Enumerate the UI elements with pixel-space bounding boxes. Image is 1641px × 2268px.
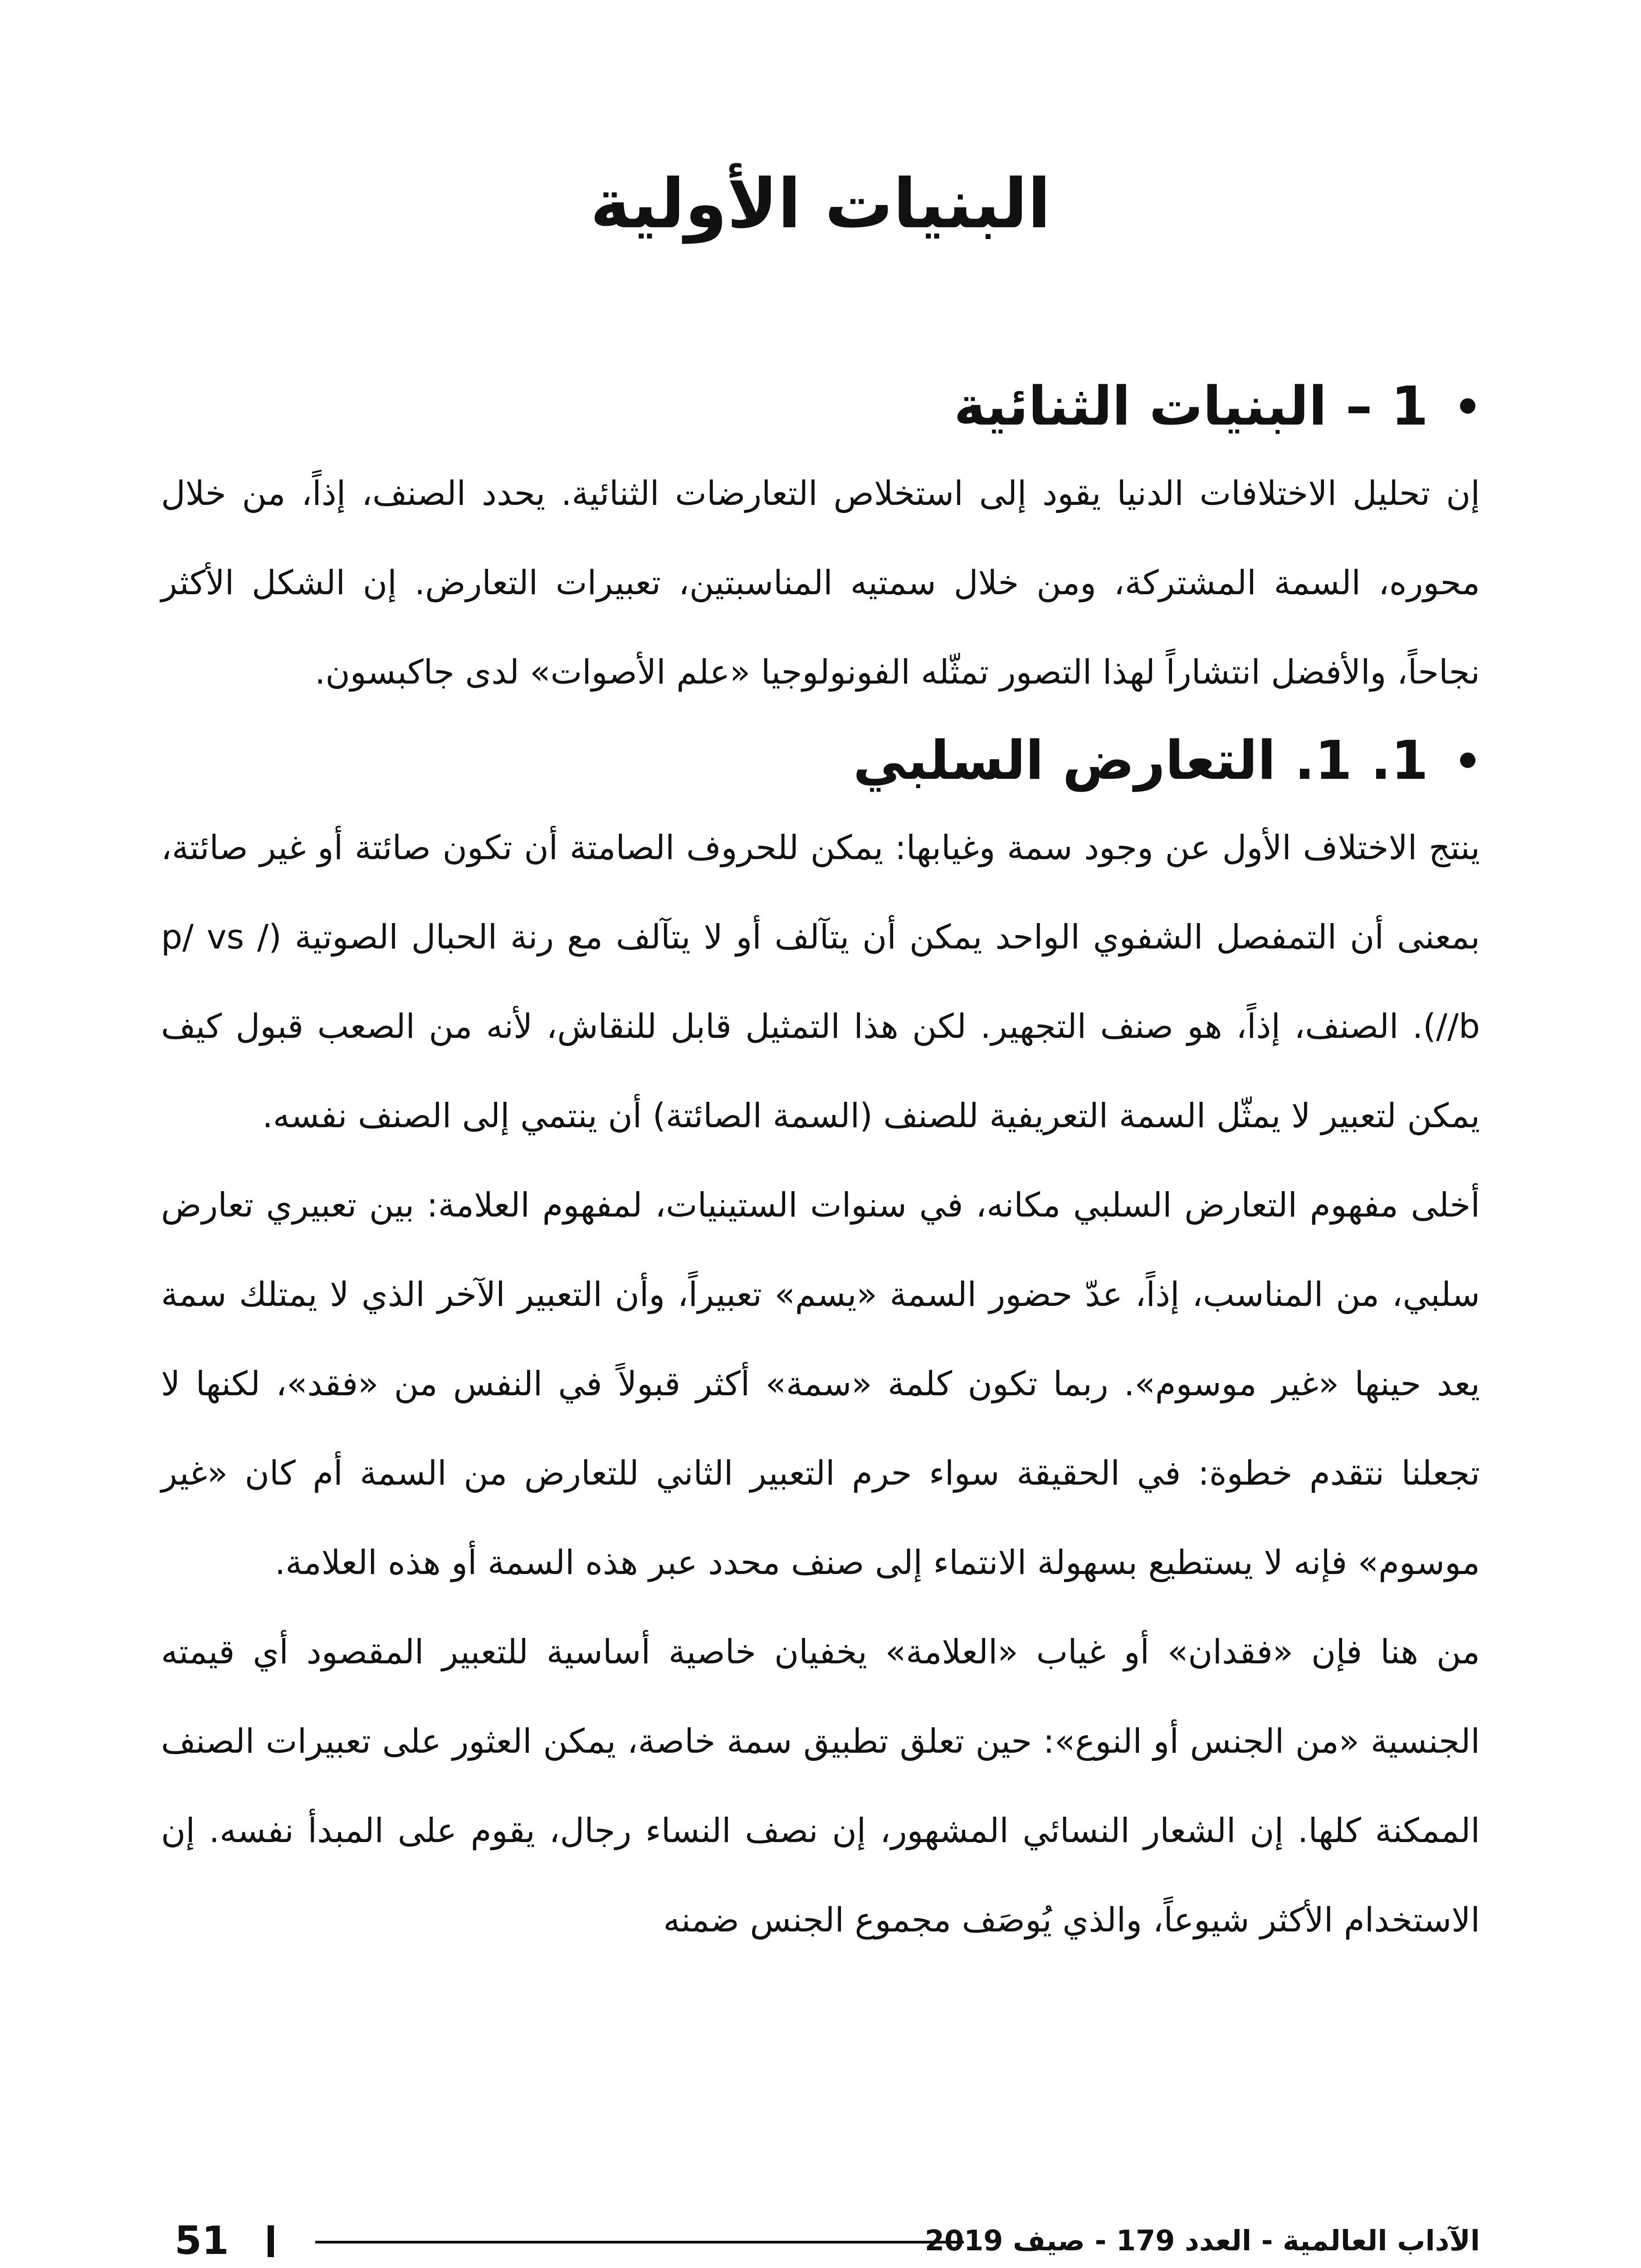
section-heading-1-1-text: 1. 1. التعارض السلبي bbox=[853, 729, 1428, 792]
paragraph: أخلى مفهوم التعارض السلبي مكانه، في سنوات الستينيات، لمفهوم العلامة: بين تعبيري تعارض سلبي، من المناسب، إذاً، عدّ حضور السمة «يسم» تعبيراً، وأن التعبير الآخر الذي لا يمتلك سمة يعد حينها «غير موسوم». ربما تكون كلمة «سمة» أكثر قبولاً في النفس من «فقد»، لكنها لا تجعلنا نتقدم خطوة: في الحقيقة سواء حرم التعبير الثاني للتعارض من السمة أم كان «غير موسوم» فإنه لا يستطيع بسهولة الانتماء إلى صنف محدد عبر هذه السمة أو هذه العلامة. bbox=[161, 1186, 1480, 1582]
section-heading-1-1 bbox=[161, 717, 1480, 803]
article-body bbox=[161, 363, 1480, 1965]
page-number: 51 bbox=[175, 2218, 229, 2263]
bullet-icon bbox=[1460, 753, 1475, 768]
section-heading-1 bbox=[161, 363, 1480, 449]
journal-info: الآداب العالمية - العدد 179 - صيف 2019 bbox=[924, 2224, 1480, 2257]
page-footer bbox=[161, 2214, 1480, 2268]
paragraph: إن تحليل الاختلافات الدنيا يقود إلى استخلاص التعارضات الثنائية. يحدد الصنف، إذاً، من خلال محوره، السمة المشتركة، ومن خلال سمتيه المناسبتين، تعبيرات التعارض. إن الشكل الأكثر نجاحاً، والأفضل انتشاراً لهذا التصور تمثّله الفونولوجيا «علم الأصوات» لدى جاكبسون. bbox=[161, 474, 1480, 692]
section-heading-1-text: 1 – البنيات الثنائية bbox=[954, 375, 1428, 437]
footer-separator bbox=[268, 2225, 274, 2257]
paragraph: ينتج الاختلاف الأول عن وجود سمة وغيابها: يمكن للحروف الصامتة أن تكون صائتة أو غير صائتة، بمعنى أن التمفصل الشفوي الواحد يمكن أن يتآلف أو لا يتآلف مع رنة الحبال الصوتية (/ p/ vs /b/). الصنف، إذاً، هو صنف التجهير. لكن هذا التمثيل قابل للنقاش، لأنه من الصعب قبول كيف يمكن لتعبير لا يمثّل السمة التعريفية للصنف (السمة الصائتة) أن ينتمي إلى الصنف نفسه. bbox=[161, 828, 1480, 1135]
paragraph: من هنا فإن «فقدان» أو غياب «العلامة» يخفيان خاصية أساسية للتعبير المقصود أي قيمته الجنسية «من الجنس أو النوع»: حين تعلق تطبيق سمة خاصة، يمكن العثور على تعبيرات الصنف الممكنة كلها. إن الشعار النسائي المشهور، إن نصف النساء رجال، يقوم على المبدأ نفسه. إن الاستخدام الأكثر شيوعاً، والذي يُوصَف مجموع الجنس ضمنه bbox=[161, 1633, 1480, 1940]
footer-rule bbox=[315, 2241, 964, 2244]
page-title: البنيات الأولية bbox=[590, 165, 1051, 244]
bullet-icon bbox=[1460, 398, 1475, 414]
